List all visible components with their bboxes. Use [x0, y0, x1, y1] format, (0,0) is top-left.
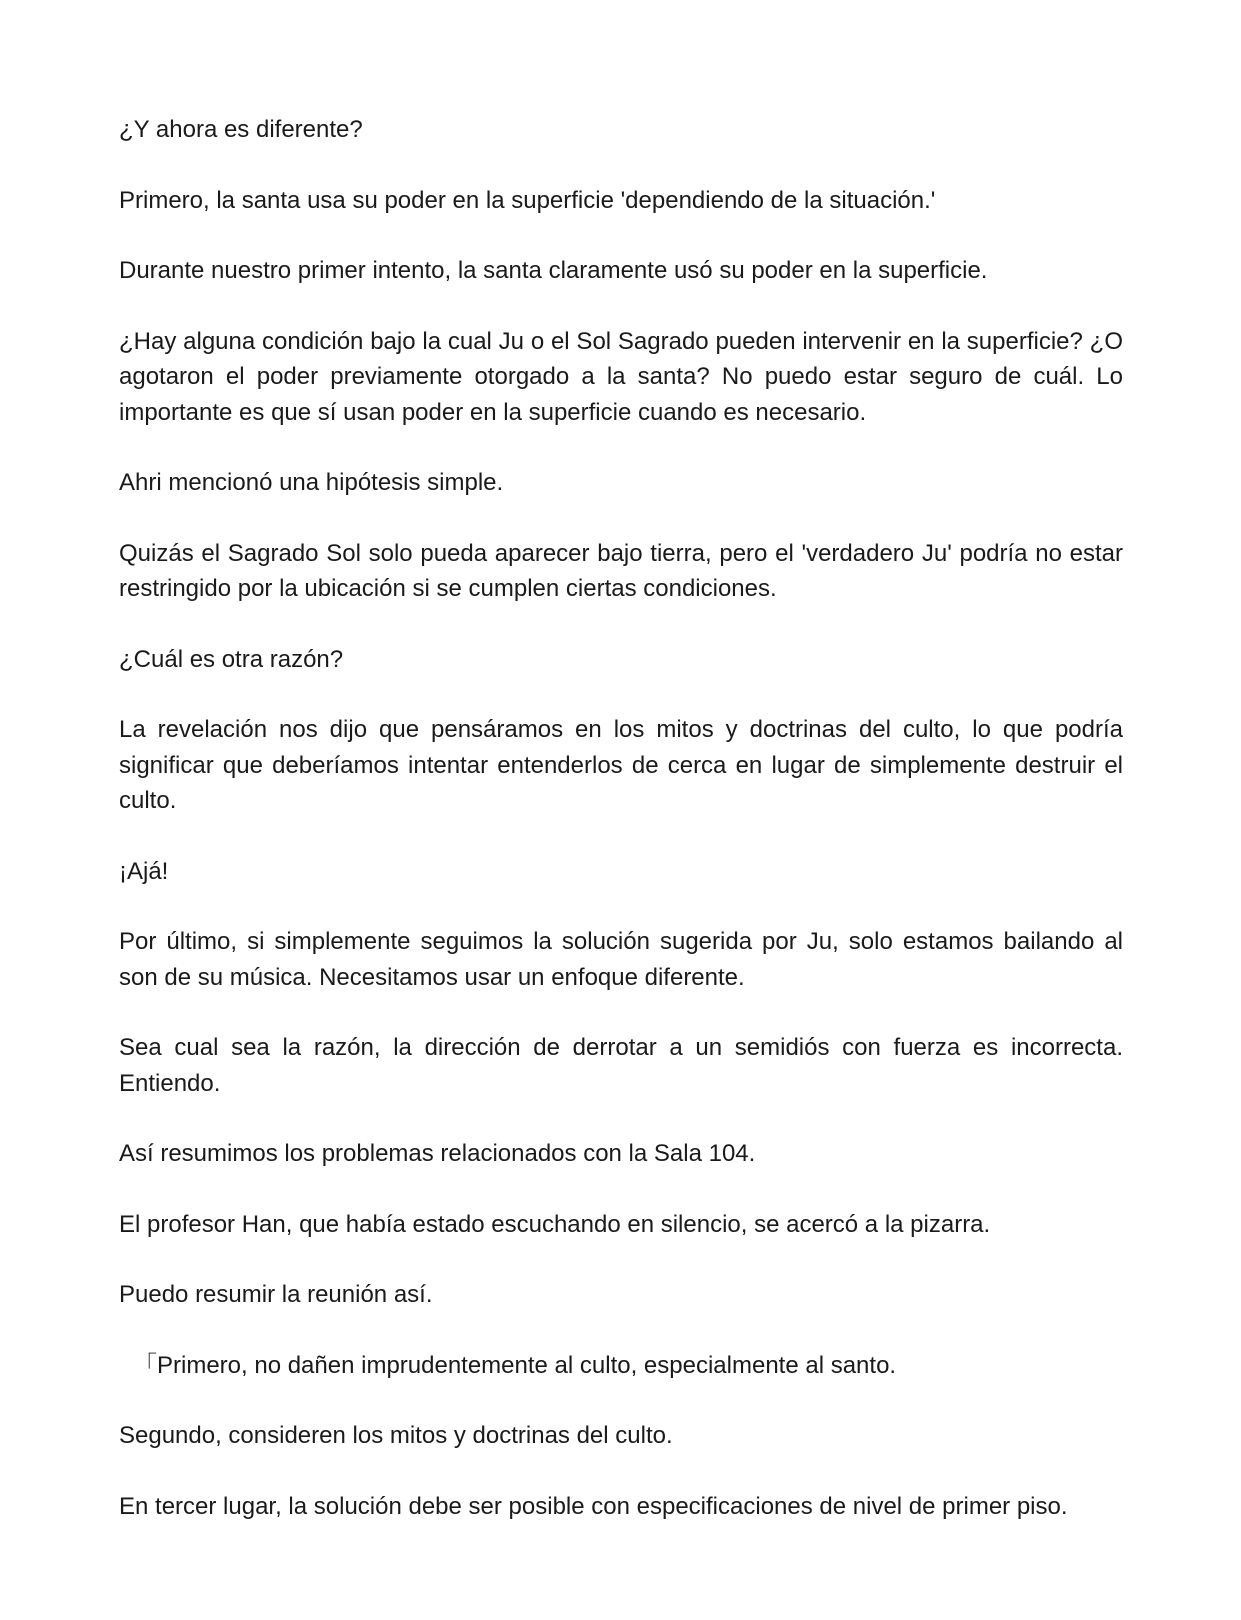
paragraph-5: Ahri mencionó una hipótesis simple.: [119, 469, 504, 496]
paragraph-11: Sea cual sea la razón, la dirección de derrotar a un semidiós con fuerza es incorrecta. Entiendo.: [119, 1034, 1123, 1097]
paragraph-9: ¡Ajá!: [119, 857, 169, 885]
document-page: [119, 112, 1123, 1524]
paragraph-1: ¿Y ahora es diferente?: [119, 116, 363, 143]
paragraph-2: Primero, la santa usa su poder en la superficie 'dependiendo de la situación.': [119, 186, 936, 214]
paragraph-15: 「Primero, no dañen imprudentemente al culto, especialmente al santo.: [133, 1351, 897, 1379]
paragraph-17: En tercer lugar, la solución debe ser posible con especificaciones de nivel de primer piso.: [119, 1492, 1068, 1520]
paragraph-13: El profesor Han, que había estado escuchando en silencio, se acercó a la pizarra.: [119, 1210, 991, 1238]
paragraph-14: Puedo resumir la reunión así.: [119, 1281, 433, 1308]
paragraph-3: Durante nuestro primer intento, la santa claramente usó su poder en la superficie.: [119, 257, 988, 284]
paragraph-4: ¿Hay alguna condición bajo la cual Ju o el Sol Sagrado pueden intervenir en la superficie? ¿O agotaron el poder previamente otorgado a la santa? No puedo estar seguro de cuál. Lo importante es que sí usan poder en la superficie cuando es necesario.: [119, 327, 1123, 426]
paragraph-6: Quizás el Sagrado Sol solo pueda aparecer bajo tierra, pero el 'verdadero Ju' podría no estar restringido por la ubicación si se cumplen ciertas condiciones.: [119, 539, 1123, 602]
paragraph-8: La revelación nos dijo que pensáramos en los mitos y doctrinas del culto, lo que podría significar que deberíamos intentar entenderlos de cerca en lugar de simplemente destruir el culto.: [119, 716, 1123, 814]
paragraph-12: Así resumimos los problemas relacionados con la Sala 104.: [119, 1140, 756, 1167]
paragraph-16: Segundo, consideren los mitos y doctrinas del culto.: [119, 1422, 673, 1449]
paragraph-7: ¿Cuál es otra razón?: [119, 645, 344, 673]
paragraph-10: Por último, si simplemente seguimos la solución sugerida por Ju, solo estamos bailando al son de su música. Necesitamos usar un enfoque diferente.: [119, 928, 1123, 991]
